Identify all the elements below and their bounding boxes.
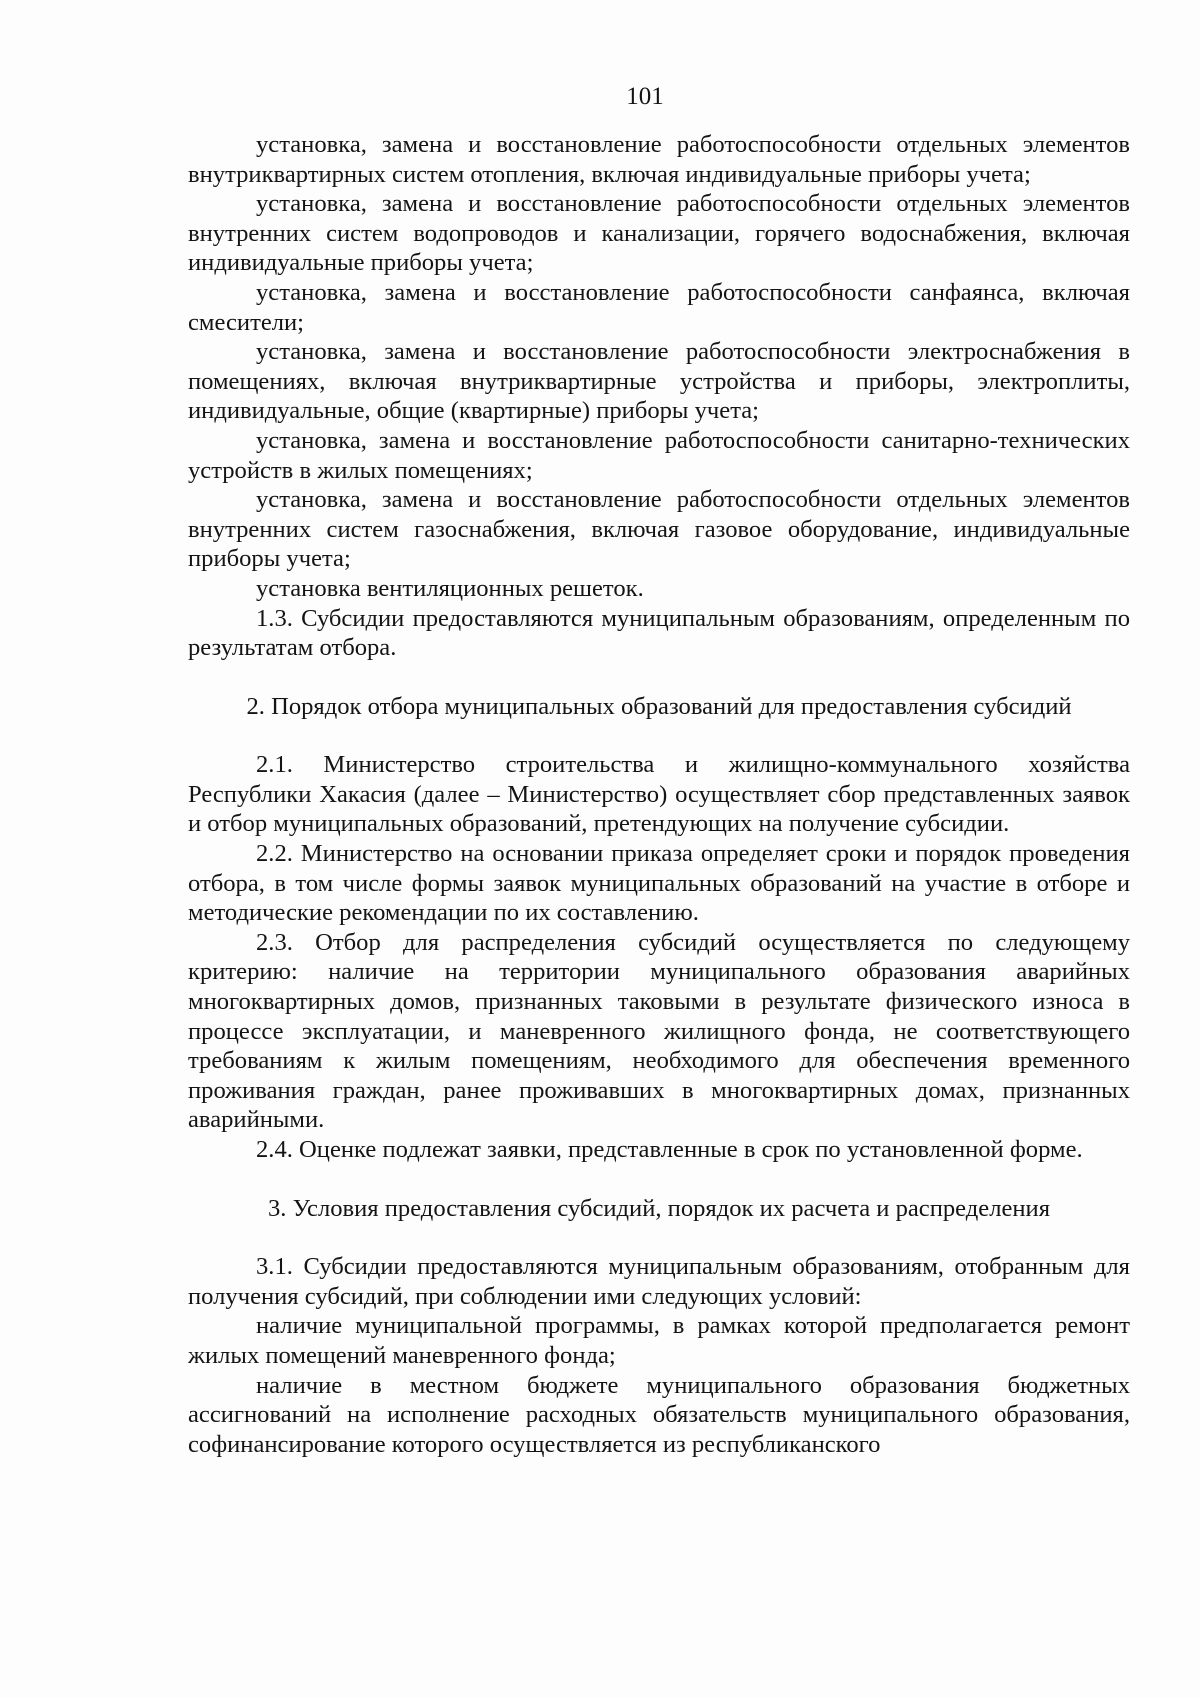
paragraph: 2.3. Отбор для распределения субсидий осуществляется по следующему критерию: наличие на территории муниципального образования аварийных многоквартирных домов, признанных таковыми в результате физического износа в процессе эксплуатации, и маневренного жилищного фонда, не соответствующего требованиям к жилым помещениям, необходимого для обеспечения временного проживания граждан, ранее проживавших в многоквартирных домах, признанных аварийными.: [188, 928, 1130, 1134]
paragraph: установка, замена и восстановление работоспособности санфаянса, включая смесители;: [188, 278, 1130, 336]
paragraph: 2.2. Министерство на основании приказа определяет сроки и порядок проведения отбора, в том числе формы заявок муниципальных образований на участие в отборе и методические рекомендации по их составлению.: [188, 840, 1130, 927]
section-gap: [188, 1223, 1130, 1252]
paragraph: установка, замена и восстановление работоспособности отдельных элементов внутренних систем газоснабжения, включая газовое оборудование, индивидуальные приборы учета;: [188, 486, 1130, 573]
section-gap: [188, 663, 1130, 692]
paragraph: установка, замена и восстановление работоспособности электроснабжения в помещениях, включая внутриквартирные устройства и приборы, электроплиты, индивидуальные, общие (квартирные) приборы учета;: [188, 338, 1130, 425]
page-number: 101: [626, 83, 664, 110]
paragraph: наличие в местном бюджете муниципального образования бюджетных ассигнований на исполнение расходных обязательств муниципального образования, софинансирование которого осуществляется из республиканского: [188, 1371, 1130, 1458]
section-gap: [188, 721, 1130, 750]
paragraph: установка, замена и восстановление работоспособности отдельных элементов внутренних систем водопроводов и канализации, горячего водоснабжения, включая индивидуальные приборы учета;: [188, 190, 1130, 277]
paragraph: 3.1. Субсидии предоставляются муниципальным образованиям, отобранным для получения субсидий, при соблюдении ими следующих условий:: [188, 1253, 1130, 1310]
document-body: [188, 130, 1130, 1459]
section-gap: [188, 1165, 1130, 1194]
paragraph: 2.4. Оценке подлежат заявки, представленные в срок по установленной форме.: [256, 1136, 1083, 1163]
section-heading-3: 3. Условия предоставления субсидий, порядок их расчета и распределения: [267, 1194, 1051, 1222]
section-heading-2: 2. Порядок отбора муниципальных образований для предоставления субсидий: [246, 692, 1072, 720]
paragraph: установка, замена и восстановление работоспособности санитарно-технических устройств в жилых помещениях;: [188, 426, 1130, 484]
paragraph: установка, замена и восстановление работоспособности отдельных элементов внутриквартирных систем отопления, включая индивидуальные приборы учета;: [188, 131, 1130, 188]
paragraph: 2.1. Министерство строительства и жилищно-коммунального хозяйства Республики Хакасия (далее – Министерство) осуществляет сбор представленных заявок и отбор муниципальных образований, претендующих на получение субсидии.: [188, 751, 1130, 838]
paragraph: наличие муниципальной программы, в рамках которой предполагается ремонт жилых помещений маневренного фонда;: [188, 1312, 1130, 1369]
paragraph: 1.3. Субсидии предоставляются муниципальным образованиям, определенным по результатам отбора.: [188, 604, 1130, 662]
paragraph: установка вентиляционных решеток.: [256, 574, 644, 602]
